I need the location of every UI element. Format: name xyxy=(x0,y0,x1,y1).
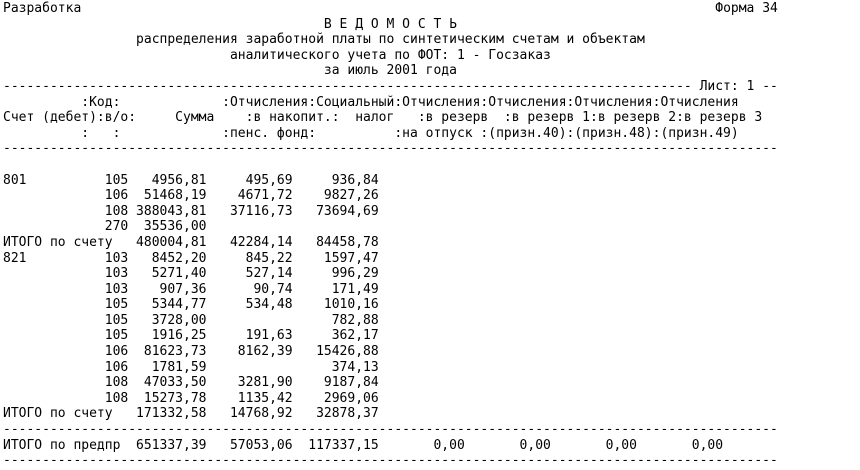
table-row: 106 51468,19 4671,72 9827,26 xyxy=(3,188,724,204)
report-sheet xyxy=(3,1,778,469)
sheet-separator xyxy=(3,79,778,95)
table-row: 106 1781,59 374,13 xyxy=(3,359,724,375)
table-row: 103 5271,40 527,14 996,29 xyxy=(3,266,724,282)
spacer xyxy=(81,1,715,16)
spacer-line xyxy=(3,157,778,173)
report-title: В Е Д О М О С Т Ь xyxy=(3,16,457,32)
department-label: Разработка xyxy=(3,1,82,16)
column-header-row: : : :пенс. фонд: :на отпуск :(призн.40):(призн.48):(призн.49) xyxy=(3,125,739,141)
form-label: Форма 34 xyxy=(715,1,778,16)
report-lines xyxy=(3,1,778,469)
separator: ---------------------------------------------------------------------------------------- xyxy=(3,78,692,94)
sheet-number: Лист: 1 -- xyxy=(691,78,778,94)
separator: --------------------------------------------------------------------------------------------------- xyxy=(3,453,778,469)
account-total-row: ИТОГО по счету 171332,58 14768,92 32878,37 xyxy=(3,406,724,422)
table-row: 821 103 8452,20 845,22 1597,47 xyxy=(3,250,724,266)
table-row: 105 1916,25 191,63 362,17 xyxy=(3,328,724,344)
table-row: 103 907,36 90,74 171,49 xyxy=(3,281,724,297)
separator: --------------------------------------------------------------------------------------------------- xyxy=(3,141,778,157)
table-row: 105 5344,77 534,48 1010,16 xyxy=(3,297,724,313)
table-row: 108 388043,81 37116,73 73694,69 xyxy=(3,203,724,219)
report-subtitle-1: распределения заработной платы по синтетическим счетам и объектам xyxy=(3,32,645,48)
column-header-row: Счет (дебет):в/о: Сумма :в накопит.: налог :в резерв :в резерв 1:в резерв 2:в резерв 3 xyxy=(3,110,763,126)
table-row: 801 105 4956,81 495,69 936,84 xyxy=(3,172,724,188)
report-period: за июль 2001 года xyxy=(3,63,457,79)
report-subtitle-2: аналитического учета по ФОТ: 1 - Госзаказ xyxy=(3,47,551,63)
column-header-row: :Код: :Отчисления:Социальный:Отчисления:Отчисления:Отчисления:Отчисления xyxy=(3,94,739,110)
table-row: 108 47033,50 3281,90 9187,84 xyxy=(3,375,724,391)
table-row: 270 35536,00 xyxy=(3,219,724,235)
table-row: 108 15273,78 1135,42 2969,06 xyxy=(3,390,724,406)
table-row: 105 3728,00 782,88 xyxy=(3,312,724,328)
account-total-row: ИТОГО по счету 480004,81 42284,14 84458,78 xyxy=(3,234,724,250)
header-line xyxy=(3,1,778,17)
table-row: 106 81623,73 8162,39 15426,88 xyxy=(3,344,724,360)
separator: --------------------------------------------------------------------------------------------------- xyxy=(3,422,778,438)
grand-total-row: ИТОГО по предпр 651337,39 57053,06 117337,15 0,00 0,00 0,00 0,00 xyxy=(3,437,724,453)
